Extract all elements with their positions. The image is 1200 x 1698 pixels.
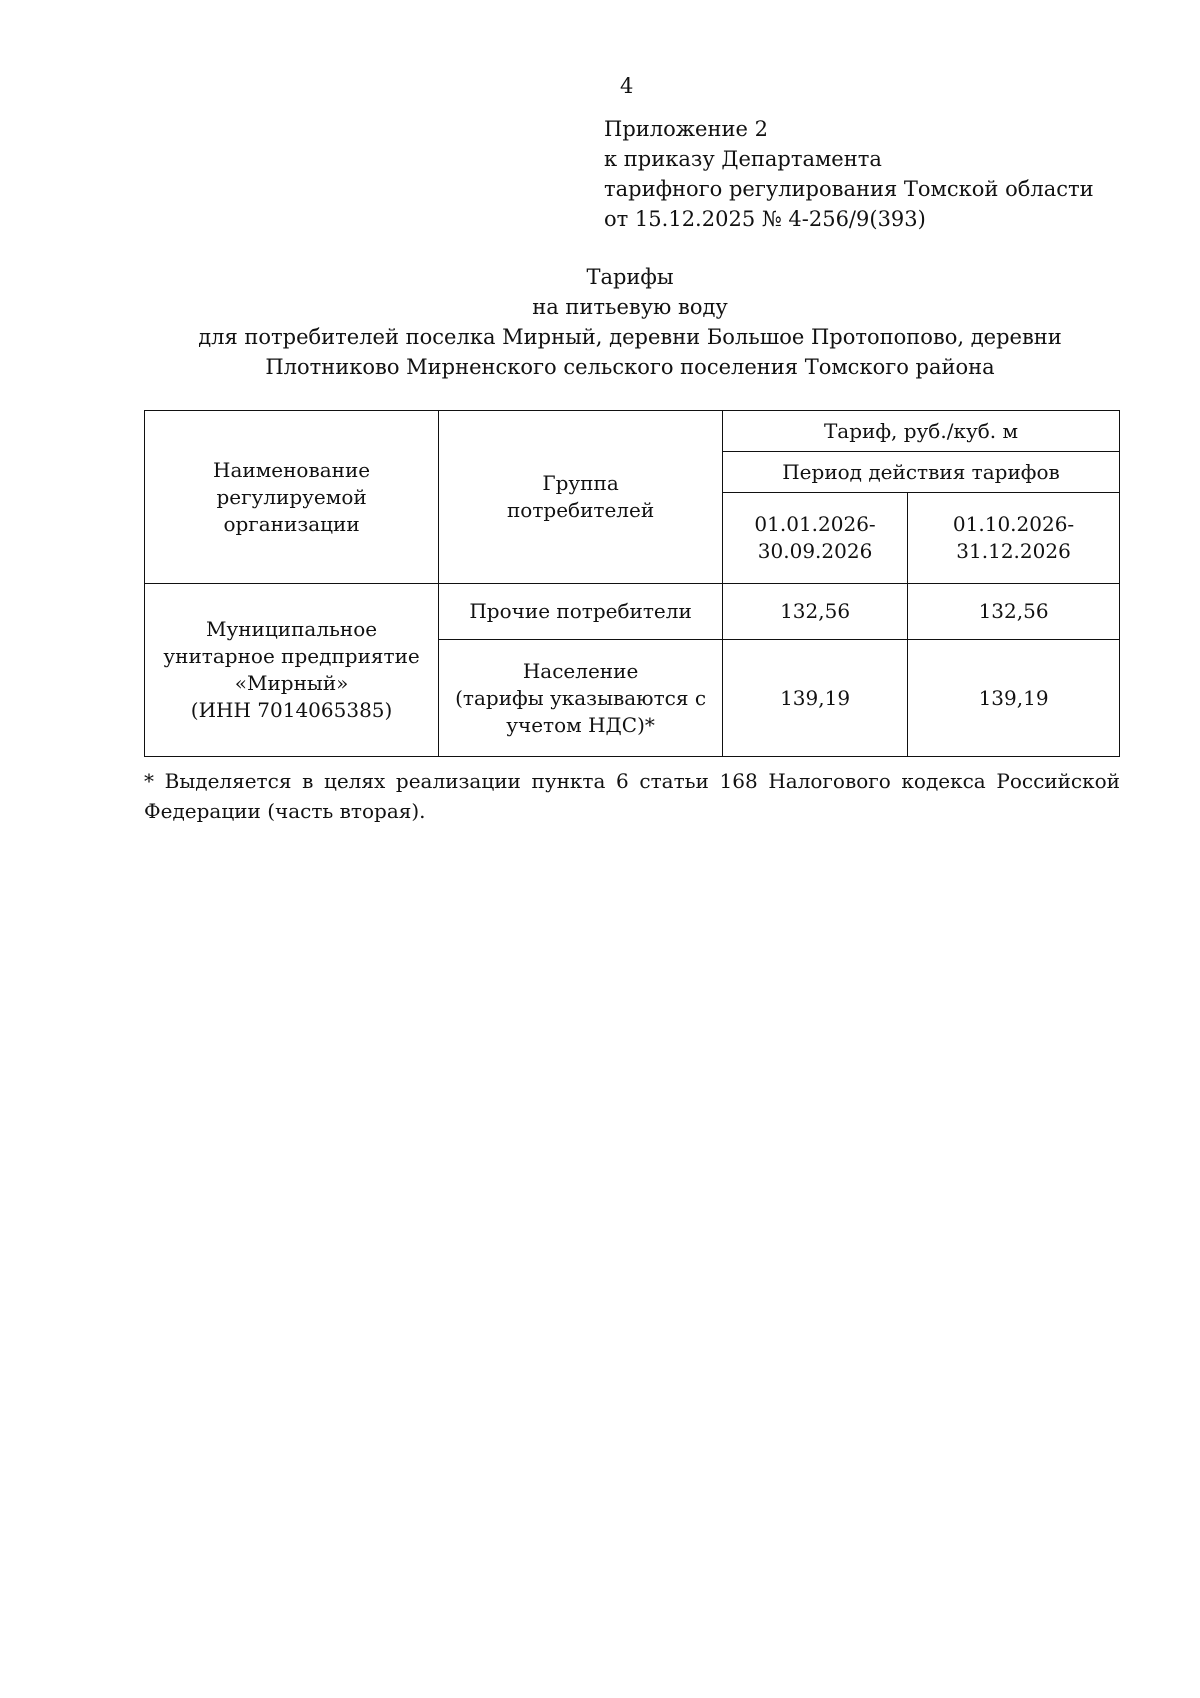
header-text: 01.01.2026- [754, 512, 876, 536]
header-tariff: Тариф, руб./куб. м [723, 411, 1120, 452]
tariff-value-cell: 139,19 [908, 640, 1120, 757]
group-text: учетом НДС)* [506, 712, 655, 737]
header-text: регулируемой [216, 484, 367, 509]
header-text: 31.12.2026 [956, 539, 1071, 563]
appendix-header [604, 114, 1094, 234]
footnote: * Выделяется в целях реализации пункта 6 статьи 168 Налогового кодекса Российской Федерации (часть вторая). [144, 769, 1120, 823]
appendix-line: от 15.12.2025 № 4-256/9(393) [604, 207, 926, 231]
header-text: организации [223, 511, 360, 536]
group-text: (тарифы указываются с [455, 685, 707, 710]
tariff-value-cell: 132,56 [908, 584, 1120, 640]
title-line: Тарифы [586, 265, 674, 289]
page-number: 4 [620, 74, 634, 98]
tariff-table [144, 410, 1120, 757]
header-period: Период действия тарифов [723, 452, 1120, 493]
organization-text: унитарное предприятие [163, 644, 420, 668]
appendix-line: Приложение 2 [604, 117, 768, 141]
document-title [140, 262, 1120, 382]
header-text: Группа [542, 471, 619, 495]
group-text: Население [522, 658, 639, 683]
header-text: Наименование [213, 457, 371, 482]
title-line: на питьевую воду [532, 295, 728, 319]
header-period-2 [908, 493, 1120, 584]
tariff-value-cell: 139,19 [723, 640, 908, 757]
table-row [145, 584, 1120, 640]
organization-cell [145, 584, 439, 757]
organization-text: Муниципальное [205, 617, 378, 641]
appendix-line: к приказу Департамента [604, 147, 882, 171]
header-text: 01.10.2026- [952, 512, 1075, 536]
header-period-1 [723, 493, 908, 584]
title-line: для потребителей поселка Мирный, деревни Большое Протопопово, деревни [198, 325, 1062, 349]
header-org-name [145, 411, 439, 584]
organization-text: (ИНН 7014065385) [190, 698, 393, 722]
header-consumer-group [439, 411, 723, 584]
title-line: Плотниково Мирненского сельского поселения Томского района [265, 355, 995, 379]
group-text: Прочие потребители [469, 599, 692, 623]
consumer-group-cell [439, 640, 723, 757]
tariff-value-cell: 132,56 [723, 584, 908, 640]
header-text: потребителей [506, 498, 655, 522]
header-text: 30.09.2026 [757, 539, 873, 563]
appendix-line: тарифного регулирования Томской области [604, 177, 1094, 201]
consumer-group-cell [439, 584, 723, 640]
organization-text: «Мирный» [234, 671, 349, 695]
